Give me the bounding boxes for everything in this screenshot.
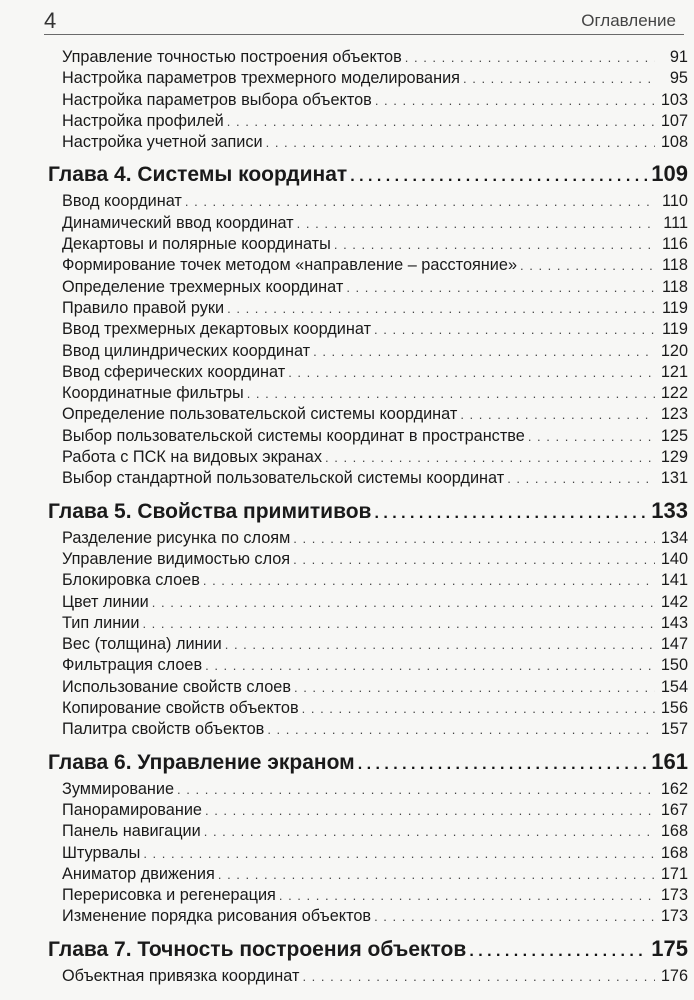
table-of-contents [48,47,688,987]
dot-leader [460,404,655,425]
toc-entry-title: Ввод цилиндрических координат [62,341,311,360]
toc-entry-title: Управление видимостью слоя [62,549,291,568]
toc-entry-page: 103 [660,90,688,109]
toc-entry [48,191,688,212]
dot-leader [374,497,648,531]
dot-leader [247,383,655,404]
toc-chapter [48,494,688,528]
toc-entry [48,234,688,255]
toc-entry-page: 150 [660,656,688,675]
dot-leader [334,234,655,255]
dot-leader [507,468,655,489]
toc-entry-page: 173 [660,886,688,905]
toc-entry-page: 171 [660,864,688,883]
toc-entry-page: 140 [660,549,688,568]
toc-entry [48,592,688,613]
toc-entry-title: Декартовы и полярные координаты [62,235,331,254]
dot-leader [203,570,655,591]
toc-entry [48,613,688,634]
toc-entry [48,132,688,153]
toc-entry-title: Настройка параметров трехмерного моделирования [62,69,460,88]
toc-entry-page: 119 [662,298,688,317]
toc-entry-page: 133 [651,497,688,523]
toc-entry-title: Использование свойств слоев [62,677,291,696]
toc-entry-page: 121 [660,362,688,381]
toc-entry-title: Выбор стандартной пользовательской системы координат [62,469,505,488]
toc-entry-page: 175 [651,935,688,961]
toc-entry-title: Ввод координат [62,192,182,211]
toc-entry [48,277,688,298]
toc-entry-title: Координатные фильтры [62,384,244,403]
dot-leader [266,132,655,153]
dot-leader [528,426,655,447]
toc-entry-title: Правило правой руки [62,298,225,317]
toc-entry-page: 167 [660,800,688,819]
toc-entry [48,404,688,425]
dot-leader [177,779,655,800]
dot-leader [227,111,655,132]
dot-leader [313,341,655,362]
toc-entry-page: 116 [662,235,688,254]
page-header [44,6,684,35]
toc-chapter [48,157,688,191]
toc-entry-page: 141 [660,571,688,590]
dot-leader [346,277,655,298]
toc-entry-title: Определение трехмерных координат [62,277,344,296]
dot-leader [463,68,655,89]
toc-entry-title: Настройка учетной записи [62,133,263,152]
dot-leader [288,362,655,383]
toc-entry-title: Формирование точек методом «направление – расстояние» [62,256,518,275]
toc-entry-title: Штурвалы [62,843,141,862]
toc-entry [48,68,688,89]
toc-entry-page: 125 [660,426,688,445]
toc-entry [48,779,688,800]
toc-entry-page: 134 [660,528,688,547]
toc-entry-page: 95 [669,69,688,88]
dot-leader [205,655,655,676]
toc-entry [48,468,688,489]
toc-entry-title: Цвет линии [62,592,149,611]
dot-leader [293,549,655,570]
toc-entry [48,864,688,885]
toc-entry-page: 91 [669,48,688,66]
toc-entry-page: 176 [660,966,688,985]
toc-entry-title: Вес (толщина) линии [62,635,222,654]
toc-entry [48,655,688,676]
toc-entry-page: 154 [660,677,688,696]
toc-entry-page: 131 [660,469,688,488]
toc-entry [48,966,688,987]
dot-leader [267,719,655,740]
toc-entry-title: Копирование свойств объектов [62,699,299,718]
toc-entry [48,885,688,906]
toc-entry-page: 143 [660,613,688,632]
toc-entry-title: Панорамирование [62,800,202,819]
toc-entry-page: 162 [660,779,688,798]
dot-leader [218,864,655,885]
toc-entry-page: 108 [660,133,688,152]
dot-leader [520,255,655,276]
toc-entry-page: 156 [660,699,688,718]
toc-entry-page: 123 [660,405,688,424]
toc-entry [48,319,688,340]
dot-leader [375,90,655,111]
toc-entry [48,800,688,821]
toc-entry [48,383,688,404]
toc-entry [48,447,688,468]
toc-entry-page: 111 [663,213,688,232]
toc-entry-title: Глава 4. Системы координат [48,163,348,187]
dot-leader [358,748,649,782]
toc-entry [48,255,688,276]
dot-leader [279,885,655,906]
toc-entry-title: Глава 7. Точность построения объектов [48,937,467,961]
toc-entry-title: Ввод трехмерных декартовых координат [62,320,372,339]
toc-entry-page: 118 [662,277,688,296]
dot-leader [185,191,655,212]
dot-leader [294,677,655,698]
toc-entry-page: 110 [662,192,688,211]
dot-leader [350,160,648,194]
dot-leader [297,213,655,234]
toc-entry-page: 142 [660,592,688,611]
dot-leader [142,613,655,634]
toc-entry [48,634,688,655]
toc-entry-title: Управление точностью построения объектов [62,48,402,66]
dot-leader [405,47,655,68]
page-number: 4 [44,8,57,33]
toc-entry-page: 147 [660,635,688,654]
dot-leader [302,966,655,987]
dot-leader [225,634,655,655]
toc-entry-title: Определение пользовательской системы координат [62,405,458,424]
dot-leader [302,698,655,719]
toc-entry [48,298,688,319]
toc-entry [48,843,688,864]
toc-entry-title: Блокировка слоев [62,571,200,590]
toc-entry-page: 118 [662,256,688,275]
toc-entry-title: Глава 5. Свойства примитивов [48,499,372,523]
toc-entry-title: Работа с ПСК на видовых экранах [62,448,322,467]
dot-leader [227,298,655,319]
toc-entry-title: Выбор пользовательской системы координат в пространстве [62,426,525,445]
toc-entry [48,426,688,447]
toc-entry-title: Разделение рисунка по слоям [62,528,291,547]
dot-leader [325,447,655,468]
toc-entry [48,90,688,111]
toc-entry-page: 107 [660,111,688,130]
toc-entry-title: Объектная привязка координат [62,966,300,985]
toc-entry [48,213,688,234]
toc-entry-title: Настройка параметров выбора объектов [62,90,372,109]
toc-entry-title: Глава 6. Управление экраном [48,750,355,774]
toc-entry [48,719,688,740]
toc-entry [48,47,688,68]
toc-entry [48,111,688,132]
toc-entry [48,570,688,591]
toc-entry [48,341,688,362]
toc-chapter [48,745,688,779]
toc-entry-title: Фильтрация слоев [62,656,203,675]
toc-entry-page: 119 [662,320,688,339]
toc-entry-title: Ввод сферических координат [62,362,286,381]
dot-leader [205,800,655,821]
toc-entry-page: 109 [651,161,688,187]
toc-entry [48,528,688,549]
toc-entry-title: Панель навигации [62,822,201,841]
toc-entry-page: 161 [651,748,688,774]
toc-chapter [48,932,688,966]
running-title: Оглавление [581,11,676,30]
dot-leader [143,843,655,864]
toc-entry-page: 168 [660,822,688,841]
toc-entry-page: 129 [660,448,688,467]
toc-entry-page: 168 [660,843,688,862]
toc-entry [48,677,688,698]
toc-entry-page: 122 [660,384,688,403]
dot-leader [469,935,648,969]
dot-leader [152,592,655,613]
toc-entry-title: Динамический ввод координат [62,213,294,232]
toc-entry-title: Палитра свойств объектов [62,720,265,739]
dot-leader [293,528,655,549]
toc-entry [48,698,688,719]
toc-entry-title: Настройка профилей [62,111,224,130]
toc-entry [48,549,688,570]
toc-entry-page: 173 [660,907,688,926]
dot-leader [204,821,655,842]
dot-leader [374,319,655,340]
toc-entry [48,821,688,842]
toc-entry-page: 157 [660,720,688,739]
toc-entry-title: Зуммирование [62,779,175,798]
toc-entry [48,362,688,383]
toc-entry-page: 120 [660,341,688,360]
toc-entry-title: Изменение порядка рисования объектов [62,907,372,926]
toc-entry-title: Тип линии [62,613,140,632]
toc-entry-title: Аниматор движения [62,864,215,883]
dot-leader [374,906,655,927]
toc-entry-title: Перерисовка и регенерация [62,886,276,905]
toc-entry [48,906,688,927]
